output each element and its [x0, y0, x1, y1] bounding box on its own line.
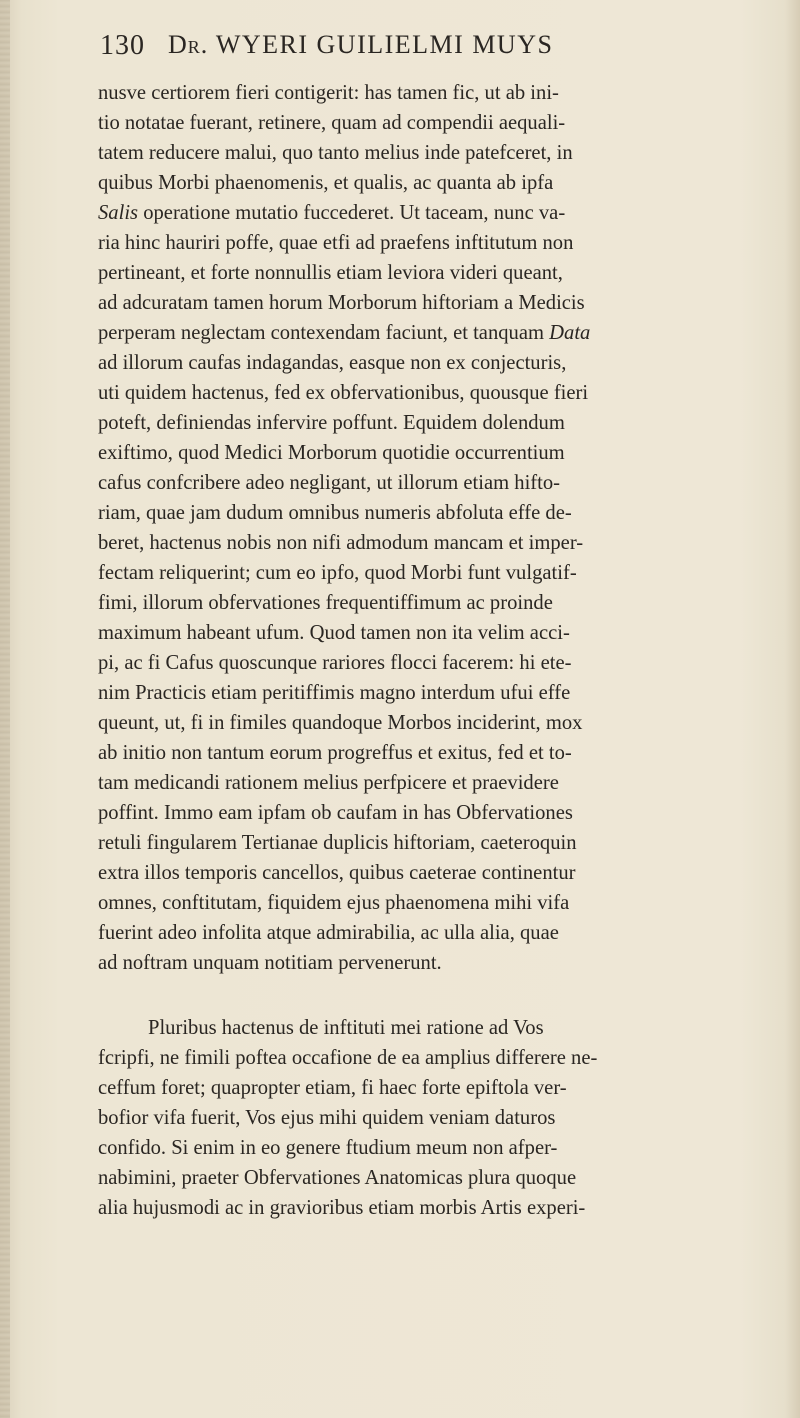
- text-line: tam medicandi rationem melius perfpicere et praevidere: [98, 772, 559, 794]
- binding-gutter: [0, 0, 10, 1418]
- text-line: quibus Morbi phaenomenis, et qualis, ac quanta ab ipfa: [98, 172, 554, 194]
- text-line: beret, hactenus nobis non nifi admodum mancam et imper-: [98, 532, 584, 554]
- text-line: pertineant, et forte nonnullis etiam leviora videri queant,: [98, 262, 563, 284]
- text-line: extra illos temporis cancellos, quibus caeterae continentur: [98, 862, 576, 884]
- paragraph: [98, 78, 768, 978]
- text-line: fimi, illorum obfervationes frequentiffimum ac proinde: [98, 592, 553, 614]
- text-line: omnes, conftitutam, fiquidem ejus phaenomena mihi vifa: [98, 892, 570, 914]
- page-number: 130: [100, 30, 145, 61]
- text-line: ad adcuratam tamen horum Morborum hiftoriam a Medicis: [98, 292, 585, 314]
- text-line: retuli fingularem Tertianae duplicis hiftoriam, caeteroquin: [98, 832, 577, 854]
- text-line: riam, quae jam dudum omnibus numeris abfoluta effe de-: [98, 502, 572, 524]
- text-line: nim Practicis etiam peritiffimis magno interdum ufui effe: [98, 682, 571, 704]
- text-line: fuerint adeo infolita atque admirabilia, ac ulla alia, quae: [98, 922, 559, 944]
- page-header: [100, 30, 720, 70]
- text-line: Pluribus hactenus de inftituti mei ratione ad Vos: [148, 1017, 544, 1039]
- running-head-name: WYERI GUILIELMI MUYS: [215, 30, 554, 59]
- text-line: exiftimo, quod Medici Morborum quotidie occurrentium: [98, 442, 565, 464]
- text-line: ad noftram unquam notitiam pervenerunt.: [98, 952, 442, 974]
- body-text: [98, 78, 768, 1223]
- text-line: fcripfi, ne fimili poftea occafione de ea amplius differere ne-: [98, 1047, 598, 1069]
- text-line: tio notatae fuerant, retinere, quam ad compendii aequali-: [98, 112, 566, 134]
- text-line: poteft, definiendas infervire poffunt. Equidem dolendum: [98, 412, 565, 434]
- text-line: nusve certiorem fieri contigerit: has tamen fic, ut ab ini-: [98, 82, 559, 104]
- text-line: bofior vifa fuerit, Vos ejus mihi quidem veniam daturos: [98, 1107, 556, 1129]
- text-line: tatem reducere malui, quo tanto melius inde patefceret, in: [98, 142, 573, 164]
- text-line: ad illorum caufas indagandas, easque non ex conjecturis,: [98, 352, 567, 374]
- text-line: alia hujusmodi ac in gravioribus etiam morbis Artis experi-: [98, 1197, 586, 1219]
- text-line: pi, ac fi Cafus quoscunque rariores flocci facerem: hi ete-: [98, 652, 572, 674]
- text-line: fectam reliquerint; cum eo ipfo, quod Morbi funt vulgatif-: [98, 562, 577, 584]
- text-line: nabimini, praeter Obfervationes Anatomicas plura quoque: [98, 1167, 577, 1189]
- text-line: uti quidem hactenus, fed ex obfervationibus, quousque fieri: [98, 382, 589, 404]
- running-head-prefix: Dr.: [168, 30, 209, 59]
- text-line: perperam neglectam contexendam faciunt, et tanquam Data: [98, 322, 591, 344]
- text-line: cafus confcribere adeo negligant, ut illorum etiam hifto-: [98, 472, 561, 494]
- text-line: ria hinc hauriri poffe, quae etfi ad praefens inftitutum non: [98, 232, 574, 254]
- text-line: ab initio non tantum eorum progreffus et exitus, fed et to-: [98, 742, 572, 764]
- paragraph-gap: [98, 978, 768, 1013]
- text-line: maximum habeant ufum. Quod tamen non ita velim acci-: [98, 622, 570, 644]
- text-line: confido. Si enim in eo genere ftudium meum non afper-: [98, 1137, 558, 1159]
- text-line: ceffum foret; quapropter etiam, fi haec forte epiftola ver-: [98, 1077, 567, 1099]
- text-line: Salis operatione mutatio fuccederet. Ut taceam, nunc va-: [98, 202, 566, 224]
- running-head: [168, 30, 553, 60]
- paragraph: [98, 1013, 768, 1223]
- text-line: queunt, ut, fi in fimiles quandoque Morbos inciderint, mox: [98, 712, 583, 734]
- text-line: poffint. Immo eam ipfam ob caufam in has Obfervationes: [98, 802, 573, 824]
